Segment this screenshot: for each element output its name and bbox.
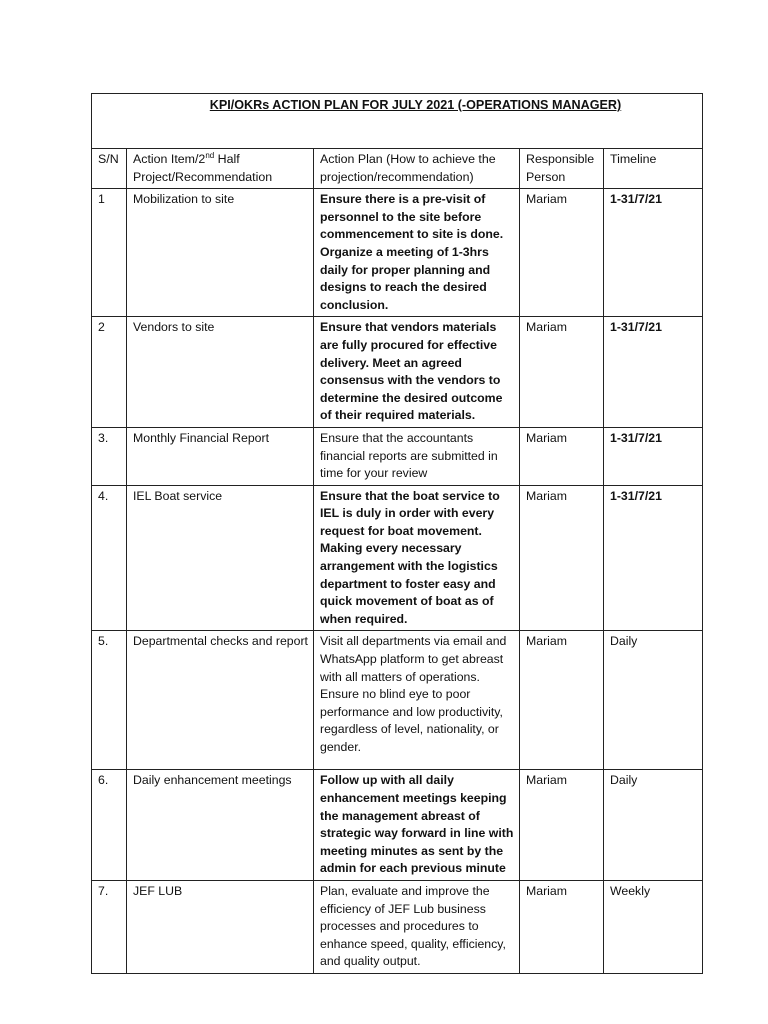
row-item: IEL Boat service — [127, 485, 314, 631]
header-action-item-prefix: Action Item/2 — [133, 152, 206, 166]
row-plan: Ensure that vendors materials are fully procured for effective delivery. Meet an agreed consensus with the vendors to determine the desired outcome of their required materials. — [314, 317, 520, 428]
title-row — [92, 94, 703, 149]
header-action-item — [127, 149, 314, 189]
header-sn: S/N — [92, 149, 127, 189]
row-plan: Ensure there is a pre-visit of personnel to the site before commencement to site is done. Organize a meeting of 1-3hrs daily for proper planning and designs to reach the desired conclusion. — [314, 189, 520, 317]
row-plan: Follow up with all daily enhancement meetings keeping the management abreast of strategic way forward in line with meeting minutes as sent by the admin for each previous minute — [314, 770, 520, 881]
row-sn: 3. — [92, 427, 127, 485]
table-row — [92, 427, 703, 485]
row-item: JEF LUB — [127, 881, 314, 974]
action-plan-table — [91, 93, 703, 974]
header-timeline: Timeline — [604, 149, 703, 189]
row-timeline: Daily — [604, 770, 703, 881]
row-sn: 6. — [92, 770, 127, 881]
row-timeline: 1-31/7/21 — [604, 485, 703, 631]
table-row — [92, 631, 703, 770]
row-sn: 4. — [92, 485, 127, 631]
table-row — [92, 485, 703, 631]
document-title: KPI/OKRs ACTION PLAN FOR JULY 2021 (-OPERATIONS MANAGER) — [209, 98, 622, 112]
row-person: Mariam — [520, 485, 604, 631]
row-timeline: Daily — [604, 631, 703, 770]
row-plan: Ensure that the boat service to IEL is duly in order with every request for boat movement. Making every necessary arrangement with the logistics department to foster easy and quick movement of boat as of when required. — [314, 485, 520, 631]
title-cell — [92, 94, 703, 149]
row-item: Monthly Financial Report — [127, 427, 314, 485]
row-plan: Ensure that the accountants financial reports are submitted in time for your review — [314, 427, 520, 485]
row-sn: 7. — [92, 881, 127, 974]
table-row — [92, 881, 703, 974]
table-row — [92, 317, 703, 428]
table-row — [92, 189, 703, 317]
row-item: Departmental checks and report — [127, 631, 314, 770]
header-row — [92, 149, 703, 189]
row-person: Mariam — [520, 770, 604, 881]
row-person: Mariam — [520, 631, 604, 770]
row-person: Mariam — [520, 189, 604, 317]
row-sn: 1 — [92, 189, 127, 317]
row-sn: 5. — [92, 631, 127, 770]
row-person: Mariam — [520, 427, 604, 485]
row-item: Daily enhancement meetings — [127, 770, 314, 881]
header-responsible: Responsible Person — [520, 149, 604, 189]
row-person: Mariam — [520, 317, 604, 428]
row-item: Mobilization to site — [127, 189, 314, 317]
row-timeline: 1-31/7/21 — [604, 189, 703, 317]
row-person: Mariam — [520, 881, 604, 974]
table-row — [92, 770, 703, 881]
row-plan: Plan, evaluate and improve the efficiency of JEF Lub business processes and procedures to enhance speed, quality, efficiency, and quality output. — [314, 881, 520, 974]
row-timeline: 1-31/7/21 — [604, 317, 703, 428]
header-action-item-suffix: Half Project/Recommendation — [133, 152, 273, 184]
row-timeline: 1-31/7/21 — [604, 427, 703, 485]
row-item: Vendors to site — [127, 317, 314, 428]
row-sn: 2 — [92, 317, 127, 428]
row-timeline: Weekly — [604, 881, 703, 974]
header-action-item-sup: nd — [205, 150, 215, 160]
row-plan: Visit all departments via email and WhatsApp platform to get abreast with all matters of operations. Ensure no blind eye to poor performance and low productivity, regardless of level, nationality, or gender. — [314, 631, 520, 770]
header-action-plan: Action Plan (How to achieve the projection/recommendation) — [314, 149, 520, 189]
